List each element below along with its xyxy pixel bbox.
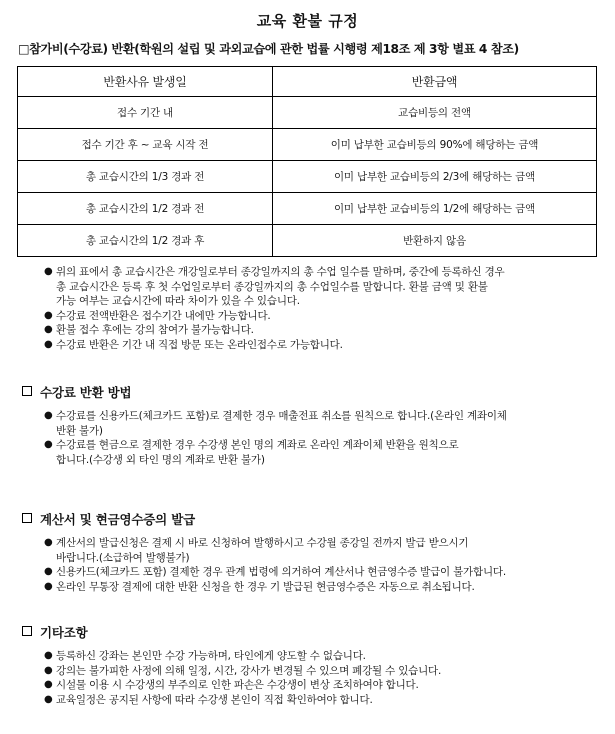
item-line: 수강료를 신용카드(체크카드 포함)로 결제한 경우 매출전표 취소를 원칙으로 합니다.(온라인 계좌이체 — [56, 410, 507, 422]
row-amount: 교습비등의 전액 — [273, 97, 597, 129]
item-line: 바랍니다.(소급하여 발행불가) — [56, 551, 190, 564]
section-title: 기타조항 — [40, 625, 88, 640]
item-line: 수강료를 현금으로 결제한 경우 수강생 본인 명의 계좌로 온라인 계좌이체 반환을 원칙으로 — [56, 439, 459, 451]
row-cause: 총 교습시간의 1/3 경과 전 — [18, 161, 273, 193]
checkbox-square-icon — [22, 626, 32, 636]
bullet-icon: ● — [44, 266, 53, 277]
checkbox-square-icon — [22, 386, 32, 396]
list-item — [44, 664, 599, 679]
table-row — [18, 193, 597, 225]
row-amount: 반환하지 않음 — [273, 225, 597, 257]
note-line: 수강료 반환은 기간 내 직접 방문 또는 온라인접수로 가능합니다. — [56, 338, 343, 351]
bullet-icon: ● — [44, 537, 53, 548]
page-title: 교육 환불 규정 — [256, 12, 359, 30]
note-line: 가능 여부는 교습시간에 따라 차이가 있을 수 있습니다. — [56, 295, 300, 307]
section-heading-misc — [22, 623, 88, 641]
table-row — [18, 97, 597, 129]
row-cause: 총 교습시간의 1/2 경과 후 — [18, 225, 273, 257]
list-item — [44, 649, 599, 664]
item-line: 계산서의 발급신청은 결제 시 바로 신청하여 발행하시고 수강월 종강일 전까지 발급 받으시기 — [56, 537, 469, 549]
list-item — [44, 338, 599, 353]
refund-basis-heading: □참가비(수강료) 반환(학원의 설립 및 과외교습에 관한 법률 시행령 제18조 제 3항 별표 4 참조) — [18, 42, 519, 56]
section-title: 계산서 및 현금영수증의 발급 — [40, 512, 195, 527]
bullet-icon: ● — [44, 338, 53, 350]
item-line: 온라인 무통장 결제에 대한 반환 신청을 한 경우 기 발급된 현금영수증은 자동으로 취소됩니다. — [56, 580, 475, 593]
header-cause: 반환사유 발생일 — [18, 67, 273, 97]
receipt-list — [44, 536, 599, 594]
bullet-icon: ● — [44, 693, 53, 705]
checkbox-square-icon — [22, 513, 32, 523]
section-heading-refund-method — [22, 383, 131, 401]
item-line: 강의는 불가피한 사정에 의해 일정, 시간, 강사가 변경될 수 있으며 폐강될 수 있습니다. — [56, 664, 442, 677]
bullet-icon: ● — [44, 664, 53, 676]
bullet-icon: ● — [44, 566, 53, 577]
table-row — [18, 161, 597, 193]
item-line: 합니다.(수강생 외 타인 명의 계좌로 반환 불가) — [56, 453, 265, 466]
table-notes — [44, 265, 599, 352]
bullet-icon: ● — [44, 650, 53, 661]
section-title: 수강료 반환 방법 — [40, 385, 132, 400]
table-row — [18, 129, 597, 161]
list-item — [44, 693, 599, 708]
table-header-row — [18, 67, 597, 97]
list-item — [44, 580, 599, 595]
bullet-icon: ● — [44, 439, 53, 450]
row-amount: 이미 납부한 교습비등의 1/2에 해당하는 금액 — [273, 193, 597, 225]
row-amount: 이미 납부한 교습비등의 90%에 해당하는 금액 — [273, 129, 597, 161]
bullet-icon: ● — [44, 309, 53, 321]
table-row — [18, 225, 597, 257]
item-line: 반환 불가) — [56, 424, 103, 437]
bullet-icon: ● — [44, 580, 53, 592]
bullet-icon: ● — [44, 410, 53, 421]
list-item — [44, 438, 599, 467]
note-line: 환불 접수 후에는 강의 참여가 불가능합니다. — [56, 324, 254, 336]
list-item — [44, 565, 599, 580]
header-amount: 반환금액 — [273, 67, 597, 97]
row-cause: 접수 기간 내 — [18, 97, 273, 129]
list-item — [44, 265, 599, 309]
bullet-icon: ● — [44, 679, 53, 690]
list-item — [44, 678, 599, 693]
item-line: 교육일정은 공지된 사항에 따라 수강생 본인이 직접 확인하여야 합니다. — [56, 693, 373, 706]
row-amount: 이미 납부한 교습비등의 2/3에 해당하는 금액 — [273, 161, 597, 193]
list-item — [44, 409, 599, 438]
note-line: 수강료 전액반환은 접수기간 내에만 가능합니다. — [56, 309, 271, 322]
item-line: 등록하신 강좌는 본인만 수강 가능하며, 타인에게 양도할 수 없습니다. — [56, 650, 366, 662]
note-line: 위의 표에서 총 교습시간은 개강일로부터 종강일까지의 총 수업 일수를 말하며, 중간에 등록하신 경우 — [56, 266, 505, 278]
refund-method-list — [44, 409, 599, 467]
list-item — [44, 309, 599, 324]
row-cause: 총 교습시간의 1/2 경과 전 — [18, 193, 273, 225]
item-line: 시설물 이용 시 수강생의 부주의로 인한 파손은 수강생이 변상 조치하여야 합니다. — [56, 679, 419, 691]
misc-list — [44, 649, 599, 707]
bullet-icon: ● — [44, 324, 53, 335]
row-cause: 접수 기간 후 ~ 교육 시작 전 — [18, 129, 273, 161]
section-heading-receipt — [22, 510, 195, 528]
list-item — [44, 536, 599, 565]
item-line: 신용카드(체크카드 포함) 결제한 경우 관계 법령에 의거하여 계산서나 현금영수증 발급이 불가합니다. — [56, 566, 506, 578]
list-item — [44, 323, 599, 338]
refund-table — [17, 66, 597, 257]
note-line: 총 교습시간은 등록 후 첫 수업일로부터 종강일까지의 총 수업일수를 말합니다. 환불 금액 및 환불 — [56, 280, 488, 293]
